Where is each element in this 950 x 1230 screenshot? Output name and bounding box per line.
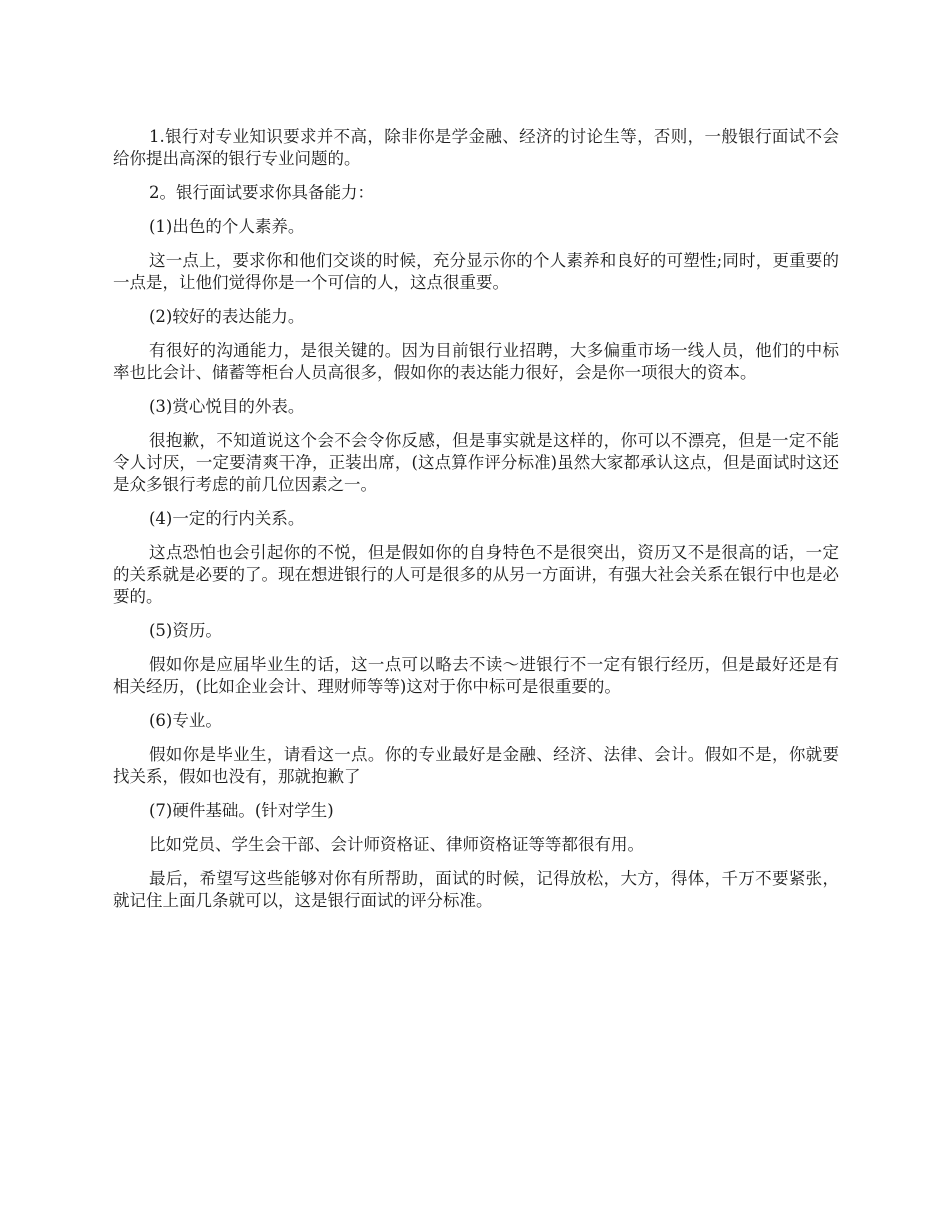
paragraph-9: (4)一定的行内关系。 (149, 509, 305, 528)
paragraph-14: 假如你是毕业生，请看这一点。你的专业最好是金融、经济、法律、会计。假如不是，你就要找关系，假如也没有，那就抱歉了 (113, 745, 839, 786)
paragraph-4: 这一点上，要求你和他们交谈的时候，充分显示你的个人素养和良好的可塑性;同时，更重要的一点是，让他们觉得你是一个可信的人，这点很重要。 (113, 251, 839, 292)
paragraph-7: (3)赏心悦目的外表。 (149, 397, 305, 416)
paragraph-11: (5)资历。 (149, 621, 222, 640)
paragraph-15: (7)硬件基础。(针对学生) (149, 801, 334, 820)
paragraph-1: 1.银行对专业知识要求并不高，除非你是学金融、经济的讨论生等，否则，一般银行面试不会给你提出高深的银行专业问题的。 (113, 127, 839, 168)
paragraph-8: 很抱歉，不知道说这个会不会令你反感，但是事实就是这样的，你可以不漂亮，但是一定不能令人讨厌，一定要清爽干净，正装出席，(这点算作评分标准)虽然大家都承认这点，但是面试时这还是众多银行考虑的前几位因素之一。 (113, 431, 839, 494)
paragraph-10: 这点恐怕也会引起你的不悦，但是假如你的自身特色不是很突出，资历又不是很高的话，一定的关系就是必要的了。现在想进银行的人可是很多的从另一方面讲，有强大社会关系在银行中也是必要的。 (113, 543, 839, 606)
paragraph-5: (2)较好的表达能力。 (149, 307, 305, 326)
paragraph-16: 比如党员、学生会干部、会计师资格证、律师资格证等等都很有用。 (149, 835, 644, 854)
paragraph-2: 2。银行面试要求你具备能力： (149, 183, 374, 202)
paragraph-6: 有很好的沟通能力，是很关键的。因为目前银行业招聘，大多偏重市场一线人员，他们的中标率也比会计、储蓄等柜台人员高很多，假如你的表达能力很好，会是你一项很大的资本。 (113, 341, 839, 382)
paragraph-12: 假如你是应届毕业生的话，这一点可以略去不读～进银行不一定有银行经历，但是最好还是有相关经历，(比如企业会计、理财师等等)这对于你中标可是很重要的。 (113, 655, 839, 696)
paragraph-13: (6)专业。 (149, 711, 222, 730)
paragraph-3: (1)出色的个人素养。 (149, 217, 305, 236)
document-body (113, 126, 839, 924)
paragraph-17: 最后，希望写这些能够对你有所帮助，面试的时候，记得放松，大方，得体，千万不要紧张，就记住上面几条就可以，这是银行面试的评分标准。 (113, 869, 839, 910)
